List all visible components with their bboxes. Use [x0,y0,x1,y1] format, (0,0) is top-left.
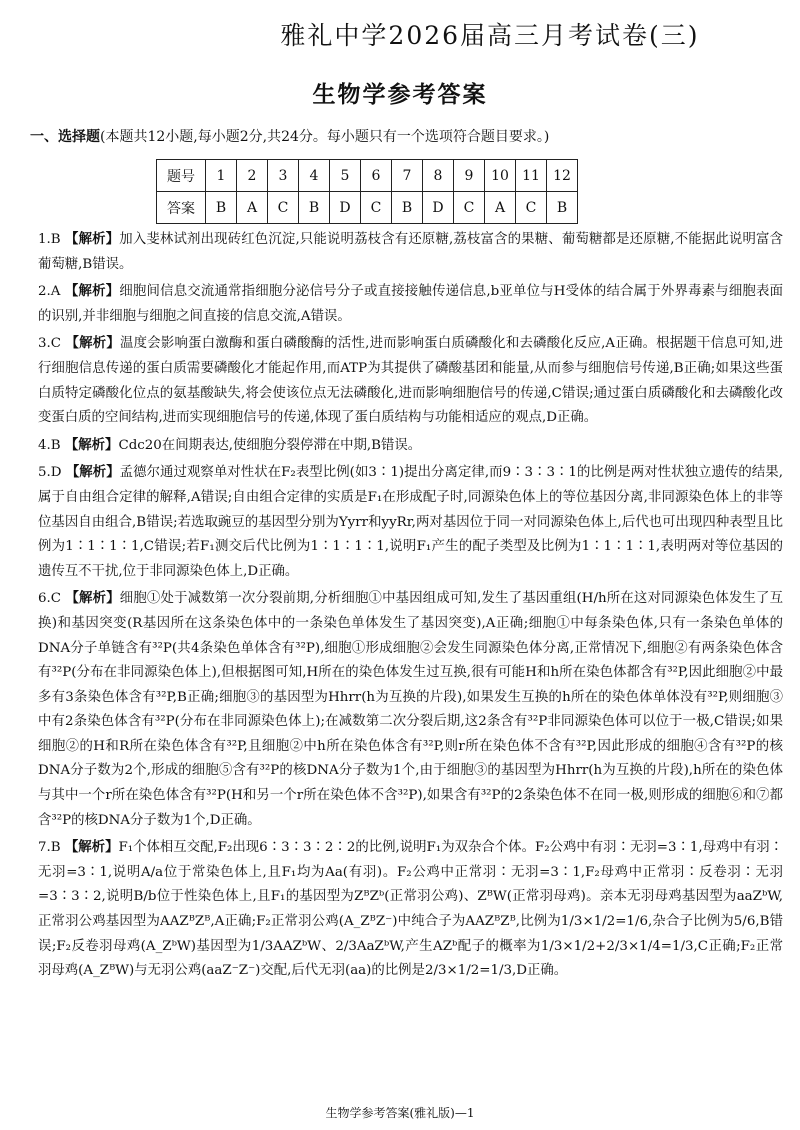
analysis-tag: 【解析】 [64,840,119,856]
answer-cell: B [392,192,423,224]
analysis-tag: 【解析】 [65,465,120,481]
answer-row [157,192,578,224]
section-label: 一、选择题 [30,129,100,145]
item-text: 细胞间信息交流通常指细胞分泌信号分子或直接接触传递信息,b亚单位与H受体的结合属于外界毒素与细胞表面的识别,并非细胞与细胞之间直接的信息交流,A错误。 [38,284,783,324]
answer-cell: A [237,192,268,224]
item-number: 2.A [38,284,61,300]
explanation-item [38,332,783,430]
answer-cell: B [299,192,330,224]
question-number-cell: 8 [423,160,454,192]
explanation-item [38,461,783,584]
number-row [157,160,578,192]
analysis-tag: 【解析】 [65,232,120,247]
answer-cell: C [516,192,547,224]
question-number-cell: 9 [454,160,485,192]
answer-cell: A [485,192,516,224]
item-text: 细胞①处于减数第一次分裂前期,分析细胞①中基因组成可知,发生了基因重组(H/h所在这对同源染色体发生了互换)和基因突变(R基因所在这条染色体中的一条染色单体发生了基因突变),A正确;细胞①中每条染色体,只有一条染色单体的DNA分子单链含有³²P(共4条染色单体含有³²P),细胞①形成细胞②会发生同源染色体分离,正常情况下,细胞②有两条染色体含有³²P(分布在非同源染色体上),但根据图可知,H所在的染色体发生过互换,很有可能H和h所在染色体都含有³²P,因此细胞②中最多有3条染色体含有³²P,B正确;细胞③的基因型为Hhrr(h为互换的片段),如果发生互换的h所在的染色体单体没有³²P,则细胞③中有2条染色体含有³²P(分布在非同源染色体上);在减数第二次分裂后期,这2条含有³²P非同源染色体可以位于一极,C错误;如果细胞②的H和R所在染色体含有³²P,且细胞②中h所在染色体含有³²P,则r所在染色体不含有³²P,因此形成的细胞④含有³²P的核DNA分子数为2个,形成的细胞⑤含有³²P的核DNA分子数为1个,由于细胞③的基因型为Hhrr(h为互换的片段),h所在的染色体与其中一个r所在染色体含有³²P(H和另一个r所在染色体不含³²P),如果含有³²P的2条染色体不在同一极,则形成的细胞⑥和⑦都含³²P的核DNA分子数为1个,D正确。 [38,591,784,828]
item-number: 1.B [38,232,61,247]
question-number-cell: 6 [361,160,392,192]
question-number-cell: 11 [516,160,547,192]
item-number: 7.B [38,840,61,856]
question-number-cell: 5 [330,160,361,192]
analysis-tag: 【解析】 [65,336,121,352]
answer-cell: C [454,192,485,224]
exam-title: 雅礼中学2026届高三月考试卷(三) [280,21,700,50]
item-number: 6.C [38,591,62,607]
question-number-cell: 3 [268,160,299,192]
explanation-item [38,587,783,833]
explanation-item [38,280,783,329]
analysis-tag: 【解析】 [65,591,120,607]
section-heading [30,126,549,146]
item-number: 4.B [38,437,61,453]
answer-cell: D [330,192,361,224]
answer-cell: C [361,192,392,224]
item-number: 3.C [38,336,62,352]
question-number-cell: 1 [206,160,237,192]
item-text: F₁个体相互交配,F₂出现6∶3∶3∶2∶2的比例,说明F₁为双杂合个体。F₂公鸡中有羽∶无羽=3∶1,母鸡中有羽∶无羽=3∶1,说明A/a位于常染色体上,且F₁均为Aa(有羽)。F₂公鸡中正常羽∶无羽=3∶1,F₂母鸡中正常羽∶反卷羽∶无羽=3∶3∶2,说明B/b位于性染色体上,且F₁的基因型为ZᴮZᵇ(正常羽公鸡)、ZᴮW(正常羽母鸡)。亲本无羽母鸡基因型为aaZᵇW,正常羽公鸡基因型为AAZᴮZᴮ,A正确;F₂正常羽公鸡(A_ZᴮZ⁻)中纯合子为AAZᴮZᴮ,比例为1/3×1/2=1/6,杂合子比例为5/6,B错误;F₂反卷羽母鸡(A_ZᵇW)基因型为1/3AAZᵇW、2/3AaZᵇW,产生AZᵇ配子的概率为1/3×1/2+2/3×1/4=1/3,C正确;F₂正常羽母鸡(A_ZᴮW)与无羽公鸡(aaZ⁻Z⁻)交配,后代无羽(aa)的比例是2/3×1/2=1/3,D正确。 [38,840,784,979]
explanation-list [38,228,783,987]
row-label-answer: 答案 [157,192,206,224]
answer-cell: C [268,192,299,224]
question-number-cell: 12 [547,160,578,192]
question-number-cell: 2 [237,160,268,192]
analysis-tag: 【解析】 [64,284,120,300]
item-text: 温度会影响蛋白激酶和蛋白磷酸酶的活性,进而影响蛋白质磷酸化和去磷酸化反应,A正确。根据题干信息可知,进行细胞信息传递的蛋白质需要磷酸化才能起作用,而ATP为其提供了磷酸基团和能量,从而参与细胞信号传递,B正确;如果这些蛋白质特定磷酸化位点的氨基酸缺失,将会使该位点无法磷酸化,进而影响细胞信号的传递,C错误;通过蛋白质磷酸化和去磷酸化改变蛋白质的空间结构,进而实现细胞信号的传递,体现了蛋白质结构与功能相适应的观点,D正确。 [38,336,784,426]
answer-table [156,159,578,224]
item-text: 加入斐林试剂出现砖红色沉淀,只能说明荔枝含有还原糖,荔枝富含的果糖、葡萄糖都是还原糖,不能据此说明富含葡萄糖,B错误。 [38,232,783,272]
doc-title: 生物学参考答案 [312,81,488,108]
section-note: (本题共12小题,每小题2分,共24分。每小题只有一个选项符合题目要求。) [100,129,550,145]
question-number-cell: 7 [392,160,423,192]
question-number-cell: 10 [485,160,516,192]
explanation-item [38,434,783,459]
explanation-item [38,228,783,277]
item-text: Cdc20在间期表达,使细胞分裂停滞在中期,B错误。 [118,437,422,453]
item-text: 孟德尔通过观察单对性状在F₂表型比例(如3∶1)提出分离定律,而9∶3∶3∶1的比例是两对性状独立遗传的结果,属于自由组合定律的解释,A错误;自由组合定律的实质是F₁在形成配子时,同源染色体上的等位基因分离,非同源染色体上的非等位基因自由组合,B错误;若选取豌豆的基因型分别为Yyrr和yyRr,两对基因位于同一对同源染色体上,后代也可出现四种表型且比例为1∶1∶1∶1,C错误;若F₁测交后代比例为1∶1∶1∶1,说明F₁产生的配子类型及比例为1∶1∶1∶1,表明两对等位基因的遗传互不干扰,位于非同源染色体上,D正确。 [38,465,784,579]
analysis-tag: 【解析】 [64,437,119,453]
row-label-number: 题号 [157,160,206,192]
question-number-cell: 4 [299,160,330,192]
page-footer: 生物学参考答案(雅礼版)—1 [325,1106,475,1120]
answer-cell: B [206,192,237,224]
answer-cell: D [423,192,454,224]
explanation-item [38,836,783,984]
answer-cell: B [547,192,578,224]
item-number: 5.D [38,465,62,481]
